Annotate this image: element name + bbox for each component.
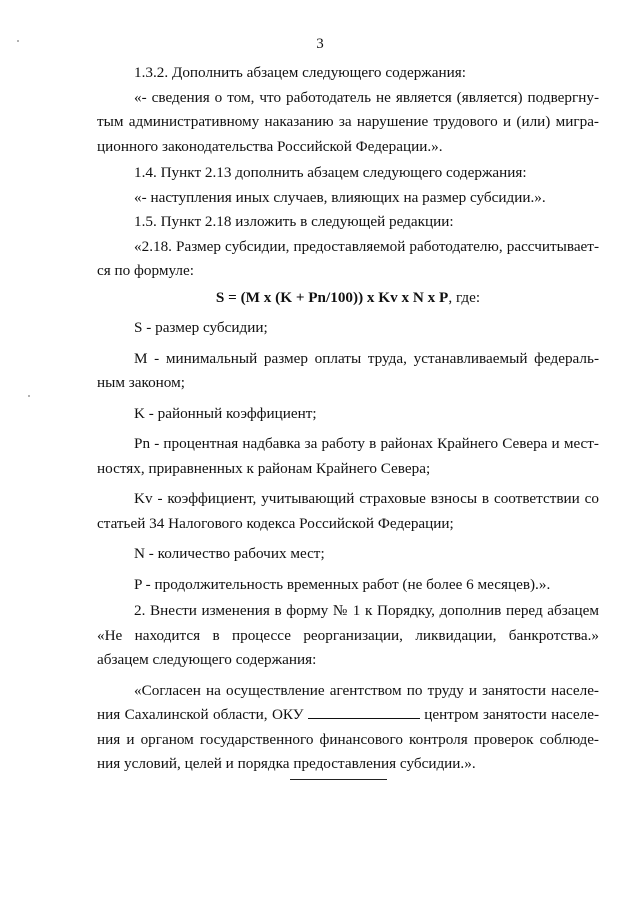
page-number: 3: [316, 36, 324, 52]
subsidy-formula: [97, 286, 599, 311]
fill-in-blank-line: [308, 704, 420, 719]
definition-s: S - размер субсидии;: [134, 319, 268, 336]
paragraph-item-2: 2. Внести изменения в форму № 1 к Порядку, дополнив перед абзацем «Не находится в процессе реорганизации, ликвидации, банкротства.» абзацем следующего содержания:: [97, 602, 599, 668]
formula-suffix: , где:: [448, 288, 481, 306]
scan-speck: [28, 395, 30, 397]
consent-text-end: центром занятости населе-ния и органом государственного финансового контроля проверок соблюде-ния условий, целей и порядка предоставления субсидии.».: [97, 706, 599, 772]
paragraph-other-cases: «- наступления иных случаев, влияющих на размер субсидии.».: [134, 188, 546, 206]
paragraph-consent: [97, 679, 599, 777]
definition-pn: Pn - процентная надбавка за работу в районах Крайнего Севера и мест-ностях, приравненных к районам Крайнего Севера;: [97, 435, 599, 477]
definition-m: M - минимальный размер оплаты труда, устанавливаемый федераль-ным законом;: [97, 349, 599, 391]
definition-p: P - продолжительность временных работ (не более 6 месяцев).».: [134, 575, 551, 593]
paragraph-info-sanctions: «- сведения о том, что работодатель не является (является) подвергну-тым административному наказанию за нарушение трудового и (или) мигра-ционного законодательства Российской Федерации.».: [97, 88, 599, 155]
paragraph-2-18: «2.18. Размер субсидии, предоставляемой работодателю, рассчитывает-ся по формуле:: [97, 237, 599, 279]
document-body: [97, 61, 599, 777]
paragraph-1-3-2: 1.3.2. Дополнить абзацем следующего содержания:: [134, 64, 466, 81]
end-separator-line: [290, 779, 387, 780]
formula-expression: S = (M x (K + Pn/100)) x Kv x N x P: [215, 288, 449, 306]
scan-speck: [17, 40, 19, 42]
paragraph-1-4: 1.4. Пункт 2.13 дополнить абзацем следующего содержания:: [134, 164, 527, 181]
definition-k: K - районный коэффициент;: [134, 404, 317, 422]
definition-kv: Kv - коэффициент, учитывающий страховые взносы в соответствии со статьей 34 Налогового кодекса Российской Федерации;: [97, 490, 599, 532]
consent-text-start: «Согласен на осуществление агентством по труду и занятости населе-ния Сахалинской области, ОКУ: [97, 681, 599, 723]
definition-n: N - количество рабочих мест;: [134, 545, 325, 562]
paragraph-1-5: 1.5. Пункт 2.18 изложить в следующей редакции:: [134, 213, 454, 230]
